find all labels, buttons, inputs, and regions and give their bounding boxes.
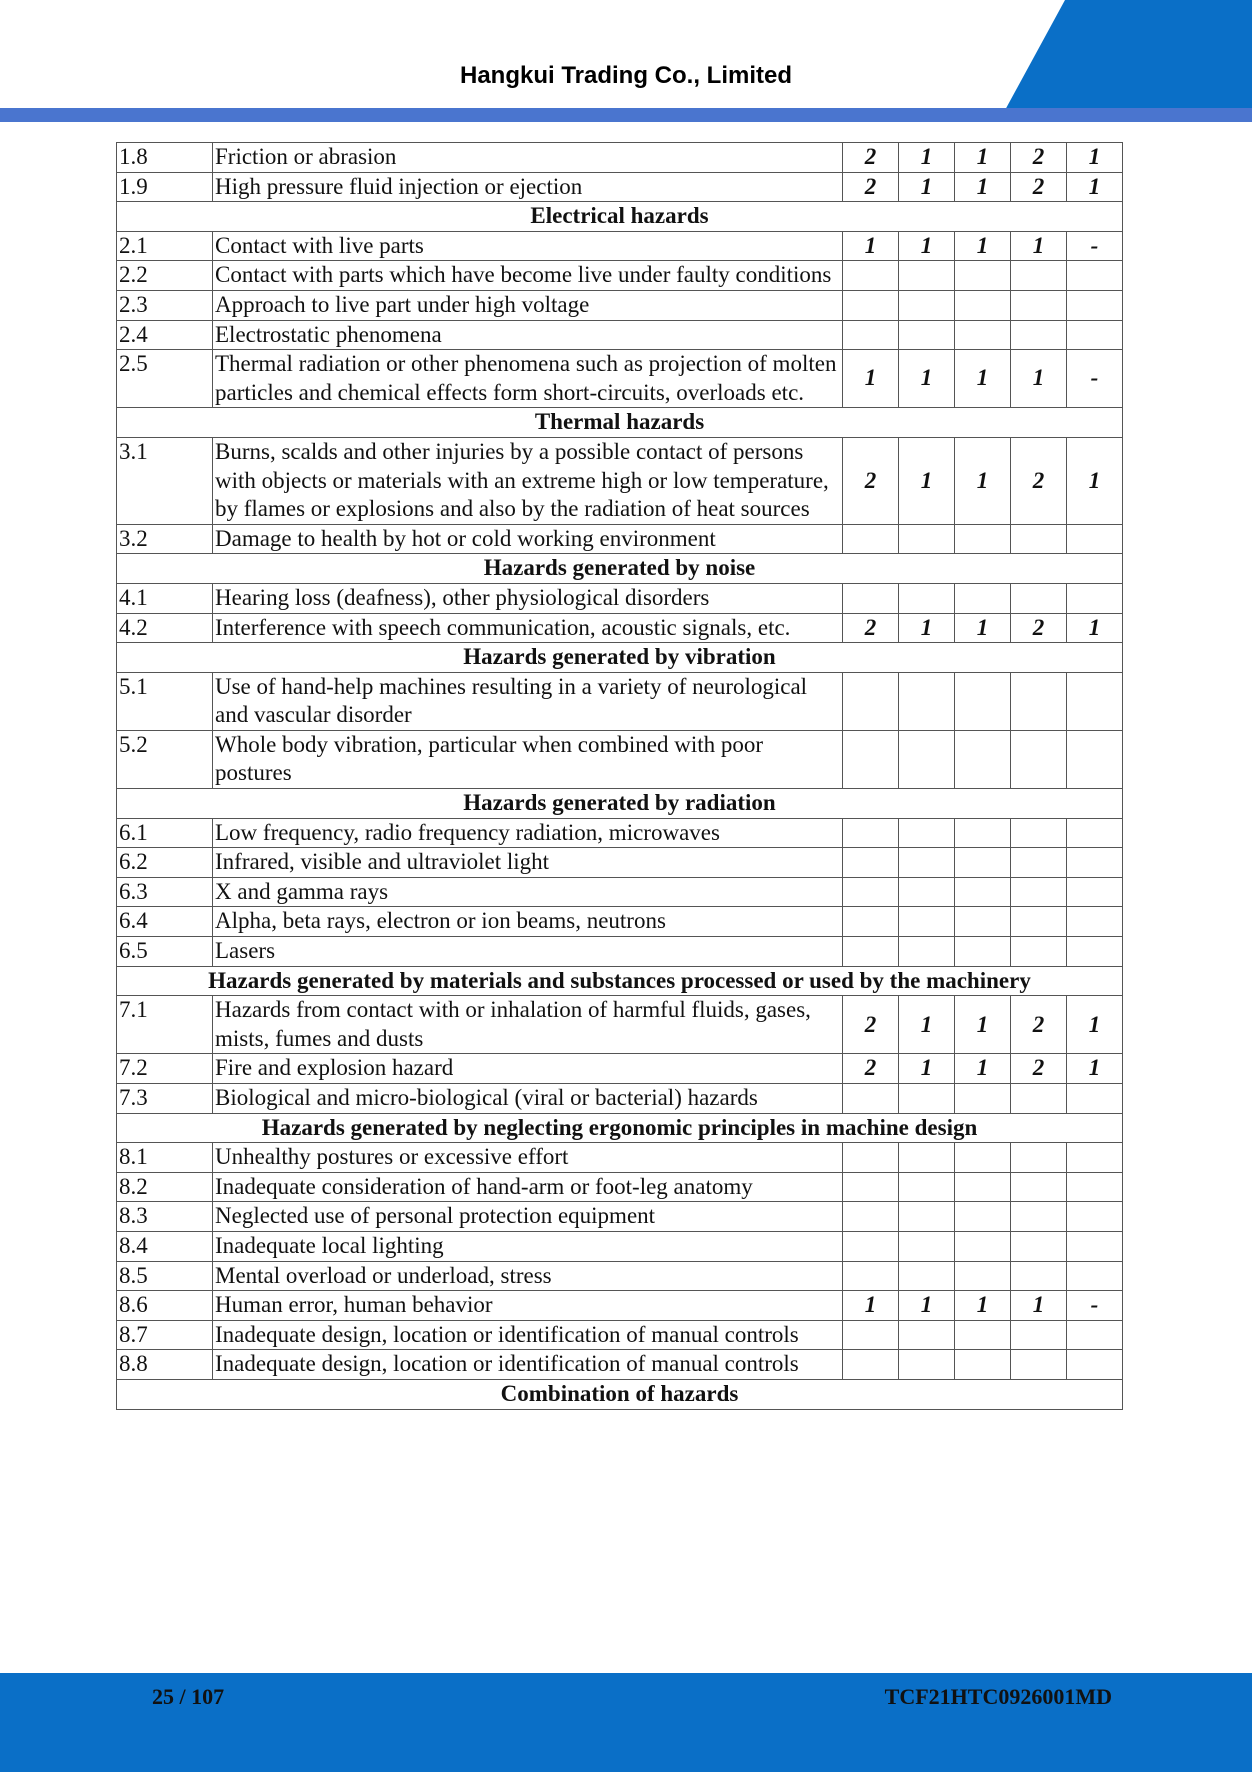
hazard-description: Use of hand-help machines resulting in a variety of neurological and vascular disorder <box>213 672 843 730</box>
hazard-description: Interference with speech communication, acoustic signals, etc. <box>213 613 843 643</box>
rating-cell <box>899 1143 955 1173</box>
rating-cell <box>843 1172 899 1202</box>
hazard-description: Friction or abrasion <box>213 143 843 173</box>
rating-cell <box>899 848 955 878</box>
rating-cell <box>1011 907 1067 937</box>
hazard-number: 6.3 <box>117 877 213 907</box>
rating-cell: 2 <box>1011 996 1067 1054</box>
hazard-description: Burns, scalds and other injuries by a possible contact of persons with objects or materials with an extreme high or low temperature, by flames or explosions and also by the radiation of heat sources <box>213 437 843 524</box>
rating-cell: 1 <box>955 437 1011 524</box>
hazard-number: 8.2 <box>117 1172 213 1202</box>
rating-cell: 1 <box>1067 996 1123 1054</box>
rating-cell <box>899 672 955 730</box>
rating-cell <box>899 290 955 320</box>
rating-cell: 1 <box>1067 613 1123 643</box>
rating-cell <box>1067 261 1123 291</box>
rating-cell: 1 <box>1011 1291 1067 1321</box>
hazard-description: Inadequate consideration of hand-arm or foot-leg anatomy <box>213 1172 843 1202</box>
hazard-description: Low frequency, radio frequency radiation, microwaves <box>213 818 843 848</box>
rating-cell: 1 <box>1067 172 1123 202</box>
hazard-row <box>117 1202 1123 1232</box>
rating-cell <box>1067 320 1123 350</box>
rating-cell: 1 <box>955 231 1011 261</box>
rating-cell: 1 <box>899 172 955 202</box>
hazard-number: 8.8 <box>117 1350 213 1380</box>
rating-cell <box>899 320 955 350</box>
rating-cell <box>899 583 955 613</box>
section-title: Hazards generated by materials and substances processed or used by the machinery <box>117 966 1123 996</box>
rating-cell <box>899 524 955 554</box>
hazard-description: Contact with live parts <box>213 231 843 261</box>
rating-cell <box>843 848 899 878</box>
rating-cell <box>1011 877 1067 907</box>
rating-cell <box>1067 1350 1123 1380</box>
hazard-description: Infrared, visible and ultraviolet light <box>213 848 843 878</box>
rating-cell <box>899 1084 955 1114</box>
hazard-number: 7.3 <box>117 1084 213 1114</box>
rating-cell <box>843 320 899 350</box>
hazard-number: 6.4 <box>117 907 213 937</box>
hazard-description: Alpha, beta rays, electron or ion beams, neutrons <box>213 907 843 937</box>
hazard-number: 8.1 <box>117 1143 213 1173</box>
rating-cell: 1 <box>955 1291 1011 1321</box>
rating-cell: 1 <box>843 1291 899 1321</box>
hazard-row <box>117 1291 1123 1321</box>
rating-cell <box>899 877 955 907</box>
hazard-number: 8.3 <box>117 1202 213 1232</box>
rating-cell <box>1011 1084 1067 1114</box>
rating-cell <box>955 1172 1011 1202</box>
section-header-row <box>117 966 1123 996</box>
rating-cell: 2 <box>1011 143 1067 173</box>
hazard-description: Electrostatic phenomena <box>213 320 843 350</box>
hazard-row <box>117 143 1123 173</box>
hazard-description: Mental overload or underload, stress <box>213 1261 843 1291</box>
hazard-row <box>117 907 1123 937</box>
hazard-row <box>117 672 1123 730</box>
hazard-number: 2.1 <box>117 231 213 261</box>
rating-cell <box>955 730 1011 788</box>
rating-cell: 1 <box>955 613 1011 643</box>
section-title: Thermal hazards <box>117 408 1123 438</box>
rating-cell <box>1067 583 1123 613</box>
hazard-row <box>117 1231 1123 1261</box>
rating-cell <box>1067 290 1123 320</box>
hazard-row <box>117 877 1123 907</box>
hazard-number: 4.2 <box>117 613 213 643</box>
rating-cell <box>843 907 899 937</box>
hazard-row <box>117 1350 1123 1380</box>
rating-cell <box>955 524 1011 554</box>
hazard-row <box>117 818 1123 848</box>
hazard-description: Unhealthy postures or excessive effort <box>213 1143 843 1173</box>
rating-cell <box>1011 583 1067 613</box>
rating-cell <box>955 672 1011 730</box>
rating-cell <box>1067 1172 1123 1202</box>
hazard-table-body <box>117 143 1123 1410</box>
rating-cell: 1 <box>1067 437 1123 524</box>
rating-cell <box>955 1261 1011 1291</box>
hazard-row <box>117 1084 1123 1114</box>
hazard-table <box>116 142 1123 1410</box>
section-header-row <box>117 202 1123 232</box>
rating-cell <box>1067 818 1123 848</box>
page-number: 25 / 107 <box>152 1684 225 1709</box>
hazard-number: 3.1 <box>117 437 213 524</box>
rating-cell <box>1067 848 1123 878</box>
hazard-number: 8.5 <box>117 1261 213 1291</box>
rating-cell <box>899 937 955 967</box>
rating-cell <box>843 672 899 730</box>
hazard-number: 5.2 <box>117 730 213 788</box>
rating-cell <box>1011 1261 1067 1291</box>
hazard-number: 6.5 <box>117 937 213 967</box>
hazard-number: 8.6 <box>117 1291 213 1321</box>
rating-cell: - <box>1067 231 1123 261</box>
rating-cell <box>955 290 1011 320</box>
rating-cell <box>1067 1261 1123 1291</box>
rating-cell <box>1067 672 1123 730</box>
rating-cell <box>1067 1084 1123 1114</box>
hazard-row <box>117 730 1123 788</box>
hazard-row <box>117 524 1123 554</box>
rating-cell <box>843 877 899 907</box>
section-header-row <box>117 789 1123 819</box>
rating-cell <box>955 877 1011 907</box>
rating-cell: 1 <box>899 613 955 643</box>
hazard-number: 6.2 <box>117 848 213 878</box>
rating-cell <box>955 1084 1011 1114</box>
hazard-number: 1.9 <box>117 172 213 202</box>
rating-cell <box>899 261 955 291</box>
rating-cell <box>1011 937 1067 967</box>
rating-cell: 1 <box>843 350 899 408</box>
hazard-number: 1.8 <box>117 143 213 173</box>
rating-cell <box>843 1231 899 1261</box>
rating-cell: 2 <box>843 613 899 643</box>
hazard-description: Inadequate design, location or identification of manual controls <box>213 1350 843 1380</box>
hazard-description: Fire and explosion hazard <box>213 1054 843 1084</box>
rating-cell: 1 <box>1011 231 1067 261</box>
hazard-number: 2.2 <box>117 261 213 291</box>
rating-cell <box>1067 1320 1123 1350</box>
hazard-number: 2.3 <box>117 290 213 320</box>
rating-cell: 1 <box>955 1054 1011 1084</box>
hazard-row <box>117 1172 1123 1202</box>
rating-cell <box>1011 672 1067 730</box>
hazard-number: 2.4 <box>117 320 213 350</box>
rating-cell: 1 <box>899 1291 955 1321</box>
rating-cell <box>1011 1320 1067 1350</box>
rating-cell <box>843 1202 899 1232</box>
rating-cell <box>1067 877 1123 907</box>
hazard-description: Contact with parts which have become live under faulty conditions <box>213 261 843 291</box>
rating-cell <box>899 907 955 937</box>
rating-cell: 2 <box>1011 613 1067 643</box>
hazard-number: 5.1 <box>117 672 213 730</box>
rating-cell <box>1011 1350 1067 1380</box>
rating-cell <box>899 1231 955 1261</box>
hazard-number: 6.1 <box>117 818 213 848</box>
hazard-description: Hearing loss (deafness), other physiological disorders <box>213 583 843 613</box>
header-band <box>0 108 1252 122</box>
rating-cell <box>1067 730 1123 788</box>
section-title: Electrical hazards <box>117 202 1123 232</box>
hazard-description: High pressure fluid injection or ejection <box>213 172 843 202</box>
hazard-description: X and gamma rays <box>213 877 843 907</box>
rating-cell: 1 <box>899 437 955 524</box>
rating-cell: 2 <box>1011 1054 1067 1084</box>
rating-cell: 1 <box>955 143 1011 173</box>
hazard-row <box>117 583 1123 613</box>
rating-cell <box>843 818 899 848</box>
rating-cell: 2 <box>843 143 899 173</box>
rating-cell <box>955 1202 1011 1232</box>
hazard-row <box>117 996 1123 1054</box>
hazard-description: Human error, human behavior <box>213 1291 843 1321</box>
hazard-description: Thermal radiation or other phenomena such as projection of molten particles and chemical effects form short-circuits, overloads etc. <box>213 350 843 408</box>
rating-cell <box>1011 848 1067 878</box>
hazard-row <box>117 1320 1123 1350</box>
hazard-row <box>117 172 1123 202</box>
rating-cell <box>843 1084 899 1114</box>
rating-cell: 1 <box>899 1054 955 1084</box>
company-name: Hangkui Trading Co., Limited <box>459 62 792 89</box>
rating-cell <box>843 937 899 967</box>
rating-cell <box>899 1261 955 1291</box>
rating-cell <box>843 1320 899 1350</box>
rating-cell <box>955 583 1011 613</box>
hazard-number: 8.7 <box>117 1320 213 1350</box>
rating-cell <box>843 583 899 613</box>
hazard-number: 2.5 <box>117 350 213 408</box>
hazard-description: Lasers <box>213 937 843 967</box>
hazard-row <box>117 1261 1123 1291</box>
hazard-description: Approach to live part under high voltage <box>213 290 843 320</box>
rating-cell: - <box>1067 350 1123 408</box>
rating-cell <box>955 1143 1011 1173</box>
rating-cell <box>1011 1231 1067 1261</box>
hazard-row <box>117 290 1123 320</box>
rating-cell <box>1011 818 1067 848</box>
section-header-row <box>117 554 1123 584</box>
rating-cell <box>899 1172 955 1202</box>
rating-cell: 1 <box>1067 1054 1123 1084</box>
hazard-row <box>117 1143 1123 1173</box>
rating-cell: 2 <box>843 172 899 202</box>
rating-cell <box>955 907 1011 937</box>
hazard-row <box>117 937 1123 967</box>
rating-cell <box>843 290 899 320</box>
hazard-description: Inadequate design, location or identification of manual controls <box>213 1320 843 1350</box>
rating-cell: 1 <box>955 172 1011 202</box>
rating-cell <box>1067 907 1123 937</box>
section-header-row <box>117 1379 1123 1409</box>
section-title: Hazards generated by vibration <box>117 643 1123 673</box>
rating-cell <box>955 848 1011 878</box>
section-title: Combination of hazards <box>117 1379 1123 1409</box>
rating-cell <box>1067 1231 1123 1261</box>
rating-cell <box>955 1320 1011 1350</box>
rating-cell <box>955 1350 1011 1380</box>
rating-cell: 2 <box>843 996 899 1054</box>
rating-cell <box>955 261 1011 291</box>
hazard-row <box>117 437 1123 524</box>
hazard-number: 3.2 <box>117 524 213 554</box>
rating-cell <box>843 1143 899 1173</box>
rating-cell <box>899 730 955 788</box>
hazard-row <box>117 231 1123 261</box>
hazard-row <box>117 1054 1123 1084</box>
hazard-row <box>117 350 1123 408</box>
rating-cell <box>1011 320 1067 350</box>
rating-cell: - <box>1067 1291 1123 1321</box>
rating-cell: 1 <box>955 350 1011 408</box>
section-title: Hazards generated by noise <box>117 554 1123 584</box>
hazard-description: Biological and micro-biological (viral or bacterial) hazards <box>213 1084 843 1114</box>
rating-cell <box>899 1350 955 1380</box>
rating-cell <box>899 1202 955 1232</box>
rating-cell: 1 <box>899 231 955 261</box>
rating-cell: 1 <box>1011 350 1067 408</box>
section-header-row <box>117 1113 1123 1143</box>
hazard-description: Neglected use of personal protection equipment <box>213 1202 843 1232</box>
rating-cell <box>843 524 899 554</box>
rating-cell <box>955 937 1011 967</box>
rating-cell <box>1011 290 1067 320</box>
rating-cell <box>1067 1202 1123 1232</box>
hazard-number: 8.4 <box>117 1231 213 1261</box>
section-title: Hazards generated by radiation <box>117 789 1123 819</box>
rating-cell <box>843 1350 899 1380</box>
rating-cell <box>843 730 899 788</box>
header-corner-decoration <box>960 0 1252 112</box>
rating-cell: 1 <box>899 143 955 173</box>
rating-cell <box>1067 1143 1123 1173</box>
rating-cell <box>1067 524 1123 554</box>
rating-cell <box>1011 730 1067 788</box>
rating-cell <box>955 320 1011 350</box>
rating-cell: 2 <box>843 1054 899 1084</box>
hazard-number: 4.1 <box>117 583 213 613</box>
rating-cell <box>843 1261 899 1291</box>
hazard-description: Inadequate local lighting <box>213 1231 843 1261</box>
rating-cell <box>1011 1202 1067 1232</box>
rating-cell: 1 <box>955 996 1011 1054</box>
rating-cell: 1 <box>899 996 955 1054</box>
hazard-row <box>117 320 1123 350</box>
hazard-row <box>117 261 1123 291</box>
rating-cell <box>1011 1143 1067 1173</box>
hazard-number: 7.1 <box>117 996 213 1054</box>
rating-cell: 2 <box>1011 172 1067 202</box>
hazard-description: Whole body vibration, particular when combined with poor postures <box>213 730 843 788</box>
rating-cell <box>1011 261 1067 291</box>
hazard-description: Damage to health by hot or cold working environment <box>213 524 843 554</box>
section-header-row <box>117 643 1123 673</box>
document-id: TCF21HTC0926001MD <box>884 1684 1112 1709</box>
rating-cell <box>955 1231 1011 1261</box>
rating-cell: 2 <box>843 437 899 524</box>
rating-cell: 1 <box>899 350 955 408</box>
hazard-row <box>117 613 1123 643</box>
hazard-number: 7.2 <box>117 1054 213 1084</box>
rating-cell <box>1011 524 1067 554</box>
rating-cell <box>899 1320 955 1350</box>
section-header-row <box>117 408 1123 438</box>
rating-cell <box>899 818 955 848</box>
rating-cell: 1 <box>843 231 899 261</box>
rating-cell <box>955 818 1011 848</box>
rating-cell: 1 <box>1067 143 1123 173</box>
rating-cell: 2 <box>1011 437 1067 524</box>
rating-cell <box>1067 937 1123 967</box>
rating-cell <box>1011 1172 1067 1202</box>
hazard-description: Hazards from contact with or inhalation of harmful fluids, gases, mists, fumes and dusts <box>213 996 843 1054</box>
section-title: Hazards generated by neglecting ergonomic principles in machine design <box>117 1113 1123 1143</box>
hazard-row <box>117 848 1123 878</box>
rating-cell <box>843 261 899 291</box>
